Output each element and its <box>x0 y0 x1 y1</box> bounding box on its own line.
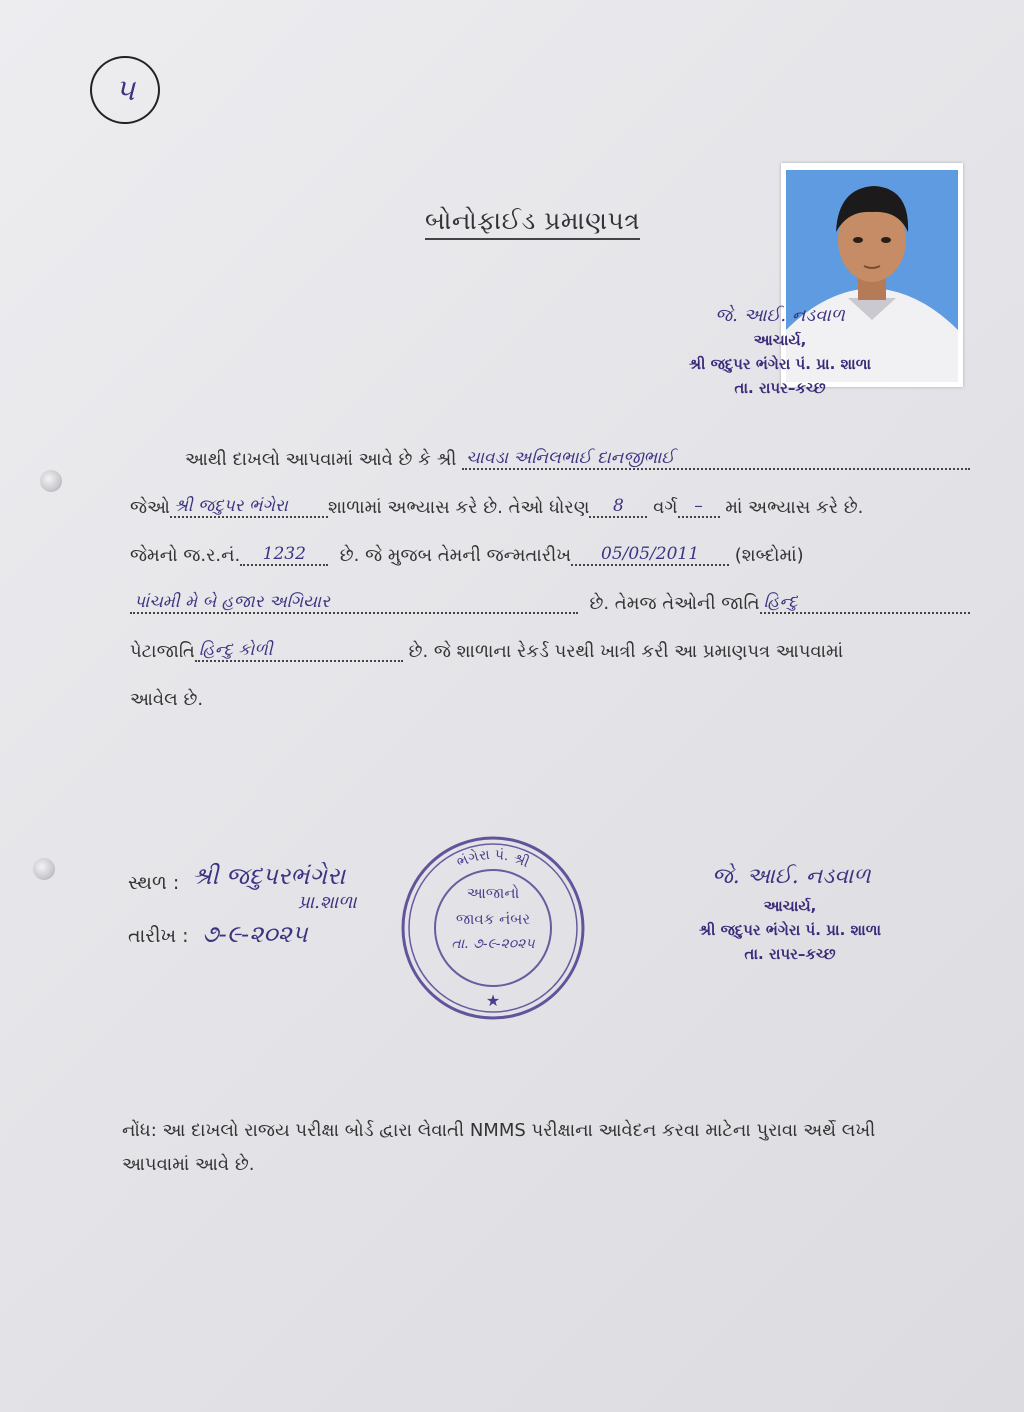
body-text-2d: માં અભ્યાસ કરે છે. <box>725 497 864 518</box>
date-label: તારીખ : <box>128 925 189 947</box>
body-text-2a: જેઓ <box>130 497 170 518</box>
body-line-6 <box>130 662 970 710</box>
page-title: બોનોફાઈડ પ્રમાણપત્ર <box>425 206 640 240</box>
principal-signature-bottom: જે. આઈ. નડવાળ <box>712 864 871 889</box>
page-number: ૫ <box>115 72 135 108</box>
body-line-2 <box>130 470 970 518</box>
stamp-designation: આચાર્ય, <box>763 897 817 915</box>
punch-hole-top <box>40 470 62 492</box>
stamp-taluka: તા. રાપર–કચ્છ <box>744 945 836 963</box>
stamp-designation: આચાર્ય, <box>753 331 807 349</box>
school-fill: શ્રી જદુપર ભંગેરા <box>170 496 328 518</box>
caste-value: હિન્દુ <box>760 592 970 614</box>
body-line-5 <box>130 614 970 662</box>
seal-inner-mid: જાવક નંબર <box>455 910 531 928</box>
seal-inner-top: આજાનો <box>466 884 520 902</box>
seal-star-icon: ★ <box>485 991 501 1010</box>
student-name: ચાવડા અનિલભાઈ દાનજીભાઈ <box>462 448 970 470</box>
body-line-1 <box>130 422 970 470</box>
stamp-school-name: શ્રી જદુપર ભંગેરા પં. પ્રા. શાળા <box>698 921 882 939</box>
subcaste-value: હિન્દુ કોળી <box>195 640 403 662</box>
principal-stamp-bottom <box>660 884 920 966</box>
body-text-2b: શાળામાં અભ્યાસ કરે છે. તેઓ ધોરણ <box>327 497 590 518</box>
body-text-2c: વર્ગ <box>653 497 678 518</box>
standard-value: 8 <box>589 496 647 518</box>
certificate-body <box>130 422 970 710</box>
seal-ring-text: ભંગેરા પં. શ્રી <box>454 846 532 872</box>
seal-inner-date: તા. ૭-૯-૨૦૨૫ <box>451 936 535 952</box>
body-text-3a: જેમનો જ.ર.નં. <box>130 545 241 566</box>
dob-in-words: પાંચમી મે બે હજાર અગિયાર <box>130 592 578 614</box>
place-value-line2: પ્રા.શાળા <box>298 892 357 913</box>
body-text-3c: (શબ્દોમાં) <box>734 545 804 566</box>
date-value: ૭-૯-૨૦૨૫ <box>202 920 308 948</box>
principal-stamp-top <box>640 304 920 400</box>
stamp-school-name: શ્રી જદુપર ભંગેરા પં. પ્રા. શાળા <box>688 355 872 373</box>
division-value: – <box>678 496 720 518</box>
school-seal <box>398 832 588 1024</box>
punch-hole-bottom <box>33 858 55 880</box>
gr-number: 1232 <box>240 544 328 566</box>
body-text-6: આવેલ છે. <box>130 689 204 710</box>
footnote: નોંધ: આ દાખલો રાજય પરીક્ષા બોર્ડ દ્વારા લેવાતી NMMS પરીક્ષાના આવેદન કરવા માટેના પુરાવા અર્થે લખી આપવામાં આવે છે. <box>122 1120 876 1175</box>
body-text-1: આથી દાખલો આપવામાં આવે છે કે શ્રી <box>185 449 457 470</box>
principal-signature-top: જે. આઈ. નડવાળ <box>715 305 845 326</box>
place-label: સ્થળ : <box>128 872 180 894</box>
date-of-birth: 05/05/2011 <box>571 544 729 566</box>
body-text-5a: પેટાજાતિ <box>130 641 195 662</box>
body-line-4 <box>130 566 970 614</box>
body-text-5b: છે. જે શાળાના રેકર્ડ પરથી ખાત્રી કરી આ પ્રમાણપત્ર આપવામાં <box>408 641 844 662</box>
body-text-3b: છે. જે મુજબ તેમની જન્મતારીખ <box>339 545 572 566</box>
page-number-circle <box>90 56 160 124</box>
body-text-4: છે. તેમજ તેઓની જાતિ <box>589 593 760 614</box>
place-value: શ્રી જદુપરભંગેરા <box>192 862 346 890</box>
stamp-taluka: તા. રાપર–કચ્છ <box>734 379 826 397</box>
body-line-3 <box>130 518 970 566</box>
